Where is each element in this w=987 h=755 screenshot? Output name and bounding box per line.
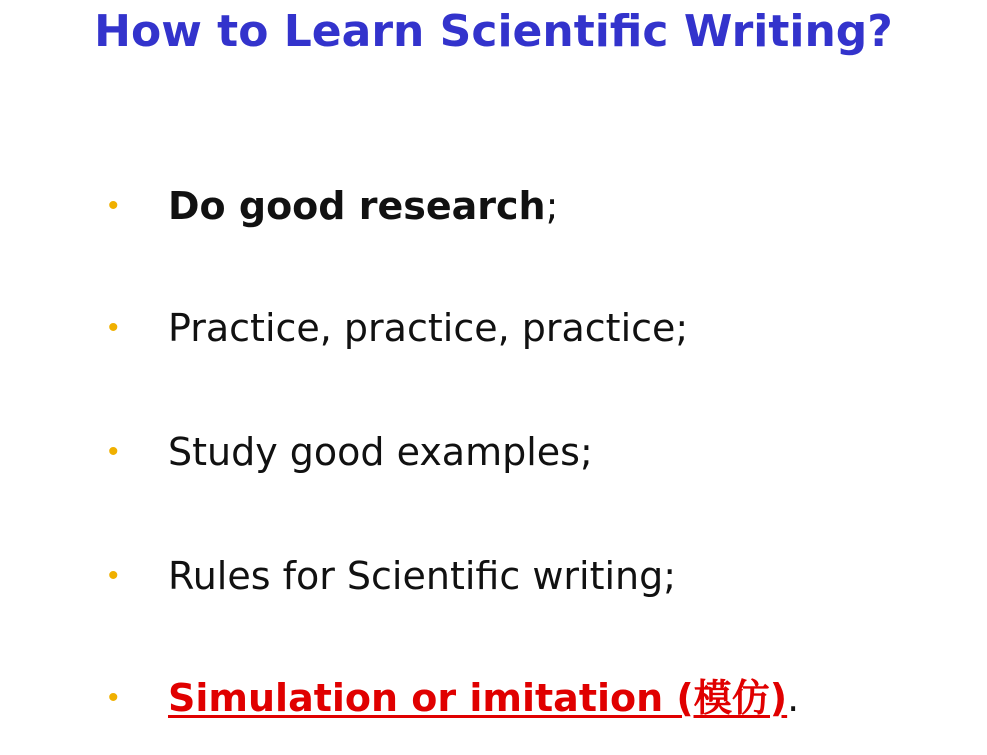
bullet-marker-icon: •: [108, 189, 119, 222]
bullet-item-research: [108, 180, 968, 232]
bullet-marker-icon: •: [108, 311, 119, 344]
bullet-text: Study good examples;: [168, 430, 593, 474]
bullet-item-rules: [108, 550, 968, 602]
simulation-link[interactable]: Simulation or imitation (模仿): [168, 676, 788, 720]
bullet-marker-icon: •: [108, 559, 119, 592]
bullet-text: [168, 672, 799, 724]
bullet-text: Practice, practice, practice;: [168, 306, 689, 350]
bullet-item-simulation: [108, 672, 968, 724]
bullet-suffix: ;: [545, 184, 559, 228]
slide-title: How to Learn Scientific Writing?: [94, 6, 893, 57]
bullet-item-examples: [108, 426, 968, 478]
bullet-item-practice: [108, 302, 968, 354]
bullet-text: Rules for Scientific writing;: [168, 554, 677, 598]
bullet-bold-text: Do good research: [168, 184, 546, 228]
bullet-suffix: .: [787, 676, 800, 720]
bullet-marker-icon: •: [108, 681, 119, 714]
bullet-text: [168, 180, 558, 232]
bullet-marker-icon: •: [108, 435, 119, 468]
